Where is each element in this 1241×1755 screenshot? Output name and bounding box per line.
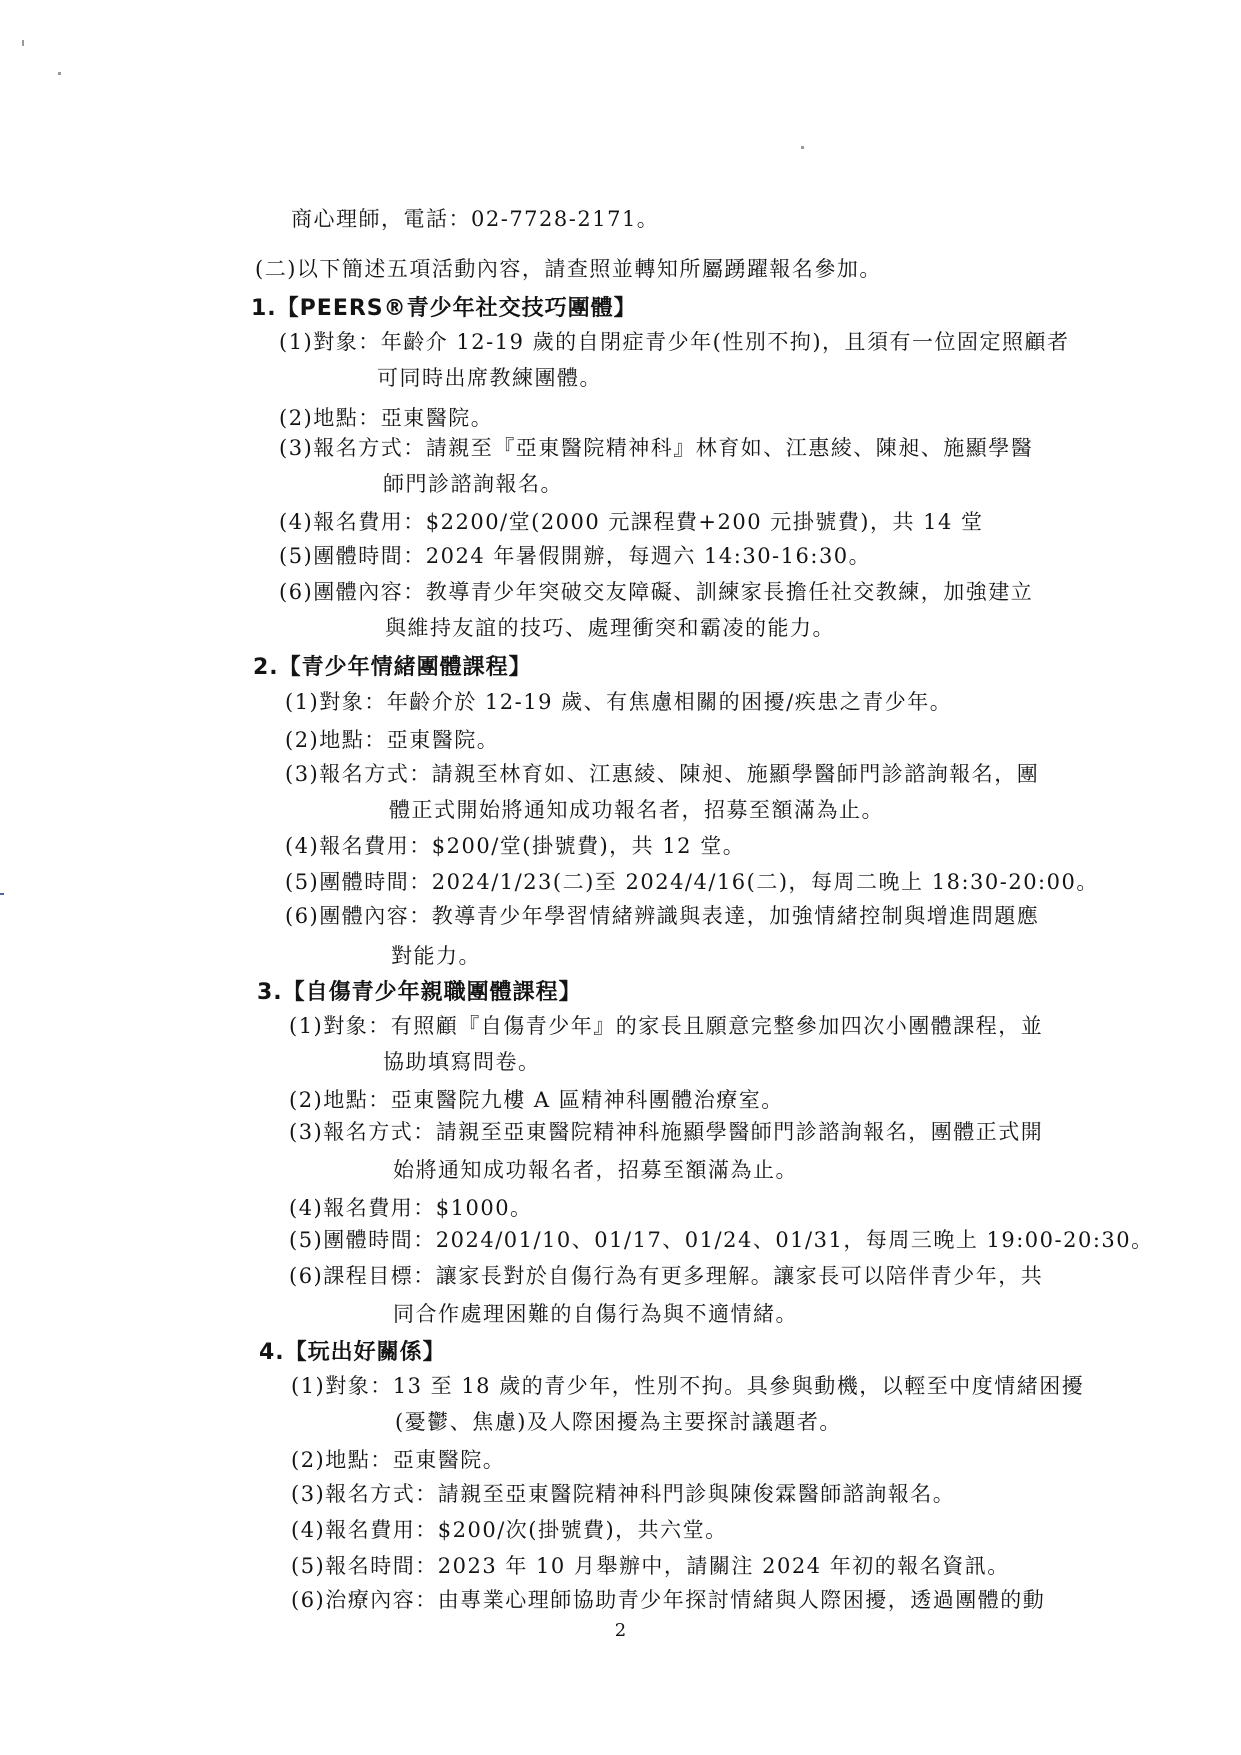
section-1-line: (1)對象：年齡介 12-19 歲的自閉症青少年(性別不拘)，且須有一位固定照顧者 [279, 330, 1070, 354]
section-3-line: (2)地點：亞東醫院九樓 A 區精神科團體治療室。 [289, 1088, 784, 1112]
section-2-line: (2)地點：亞東醫院。 [285, 728, 500, 752]
section-2-line: (4)報名費用：$200/堂(掛號費)，共 12 堂。 [285, 834, 746, 858]
section-2-line: 體正式開始將通知成功報名者，招募至額滿為止。 [389, 798, 884, 822]
section-2-line: (1)對象：年齡介於 12-19 歲、有焦慮相關的困擾/疾患之青少年。 [285, 690, 953, 714]
section-1-line: 與維持友誼的技巧、處理衝突和霸凌的能力。 [385, 616, 835, 640]
section-1-heading: 1.【PEERS®青少年社交技巧團體】 [251, 296, 637, 321]
scan-speck [58, 72, 61, 75]
section-1-line: (3)報名方式：請親至『亞東醫院精神科』林育如、江惠綾、陳昶、施顯學醫 [279, 436, 1034, 460]
section-3-line: (4)報名費用：$1000。 [289, 1196, 533, 1220]
section-4-line: (4)報名費用：$200/次(掛號費)，共六堂。 [291, 1518, 728, 1542]
section-3-line: 始將通知成功報名者，招募至額滿為止。 [393, 1158, 798, 1182]
section-2-heading: 2.【青少年情緒團體課程】 [253, 655, 532, 680]
page-number: 2 [614, 1620, 627, 1641]
section-4-line: (2)地點：亞東醫院。 [291, 1448, 506, 1472]
scan-speck [801, 146, 804, 149]
section-1-line: 師門診諮詢報名。 [383, 472, 563, 496]
intro-line: (二)以下簡述五項活動內容，請查照並轉知所屬踴躍報名參加。 [255, 257, 882, 281]
top-line: 商心理師，電話：02-7728-2171。 [291, 207, 660, 231]
section-1-line: (6)團體內容：教導青少年突破交友障礙、訓練家長擔任社交教練，加強建立 [279, 580, 1034, 604]
section-2-line: (6)團體內容：教導青少年學習情緒辨識與表達，加強情緒控制與增進問題應 [285, 904, 1040, 928]
section-1-line: (2)地點：亞東醫院。 [279, 406, 494, 430]
section-3-line: (6)課程目標：讓家長對於自傷行為有更多理解。讓家長可以陪伴青少年，共 [289, 1264, 1044, 1288]
scan-margin-mark [0, 893, 4, 895]
section-4-line: (5)報名時間：2023 年 10 月舉辦中，請關注 2024 年初的報名資訊。 [291, 1554, 1010, 1578]
section-3-line: 同合作處理困難的自傷行為與不適情緒。 [393, 1302, 798, 1326]
section-3-heading: 3.【自傷青少年親職團體課程】 [257, 980, 582, 1005]
section-3-line: (1)對象：有照顧『自傷青少年』的家長且願意完整參加四次小團體課程，並 [289, 1014, 1044, 1038]
section-2-line: (5)團體時間：2024/1/23(二)至 2024/4/16(二)，每周二晚上 18:30-20:00。 [285, 870, 1099, 894]
section-1-line: (5)團體時間：2024 年暑假開辦，每週六 14:30-16:30。 [279, 544, 872, 568]
section-2-line: 對能力。 [391, 944, 481, 968]
section-3-line: (5)團體時間：2024/01/10、01/17、01/24、01/31，每周三晚上 19:00-20:30。 [289, 1228, 1154, 1252]
section-3-line: (3)報名方式：請親至亞東醫院精神科施顯學醫師門診諮詢報名，團體正式開 [289, 1120, 1044, 1144]
section-1-line: (4)報名費用：$2200/堂(2000 元課程費+200 元掛號費)，共 14 堂 [279, 510, 984, 534]
section-4-line: (6)治療內容：由專業心理師協助青少年探討情緒與人際困擾，透過團體的動 [291, 1588, 1046, 1612]
section-4-line: (3)報名方式：請親至亞東醫院精神科門診與陳俊霖醫師諮詢報名。 [291, 1482, 956, 1506]
scan-speck [22, 40, 24, 46]
section-4-line: (1)對象：13 至 18 歲的青少年，性別不拘。具參與動機，以輕至中度情緒困擾 [291, 1374, 1085, 1398]
section-4-heading: 4.【玩出好關係】 [259, 1340, 446, 1365]
section-1-line: 可同時出席教練團體。 [377, 366, 602, 390]
section-2-line: (3)報名方式：請親至林育如、江惠綾、陳昶、施顯學醫師門診諮詢報名，團 [285, 762, 1040, 786]
section-3-line: 協助填寫問卷。 [383, 1050, 541, 1074]
section-4-line: (憂鬱、焦慮)及人際困擾為主要探討議題者。 [395, 1410, 842, 1434]
